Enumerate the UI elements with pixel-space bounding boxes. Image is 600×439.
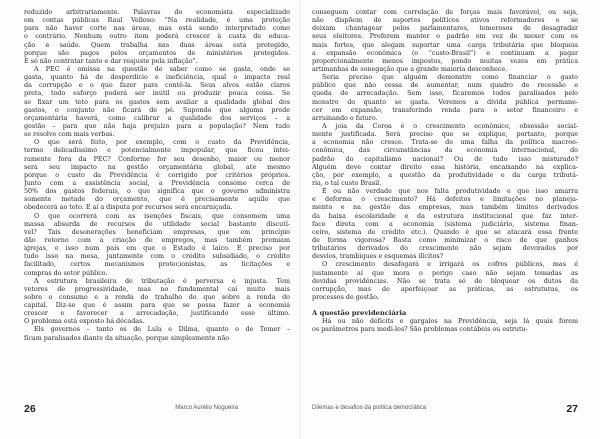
right-footer (312, 403, 578, 415)
text-line: seus eleitores. Preferem manter o padrão em vez de mexer com os (312, 32, 578, 41)
text-line: vetores de progressividade, mas no fundamental cai muito mais (24, 284, 290, 293)
text-line: A estrutura brasileira de tributação é perversa e injusta. Tem (34, 276, 290, 285)
text-line: justamente aí que mora o perigo caso não sejam tomadas as (312, 268, 578, 277)
text-line: conômica, das circunstâncias da economia internacional, do (312, 146, 578, 155)
text-line: ceiro, sistema de crédito etc.). Quando é que se atacará essa frente (312, 227, 578, 236)
right-running-head: Dilemas e desafios da política democrática (312, 405, 427, 411)
text-line: porque o custo da Previdência é corrigido por critérios próprios. (24, 170, 290, 179)
text-line: gastos, o conjunto não ficará de pé. Supondo que alguma prede (24, 105, 290, 114)
text-line: O crescimento desafogará e irrigará os cofres públicos, mas é (322, 260, 578, 269)
text-line: A joia da Coroa é o crescimento econômico, obsessão social- (322, 121, 578, 130)
text-line: É ou não verdade que nos falta produtividade e que isso amarra (322, 187, 578, 196)
text-line: É só não contratar tanto e dar reajuste pela inflação”. (24, 56, 198, 65)
text-line: desvios, trambiques e esquemas ilícitos? (312, 252, 444, 261)
text-line: monstro do quanto se gasta. Veremos a dívida pública permane- (312, 97, 578, 106)
text-line: mais fortes, que alegam suportar uma carga tributária que bloqueia (312, 40, 578, 49)
text-line: ria, o tal custo Brasil. (312, 178, 382, 187)
text-line: O que será feito, por exemplo, com o custo da Previdência, (34, 138, 290, 147)
left-text-column (24, 8, 290, 342)
text-line: público que não cessa de aumentar, num quadro de recessão e (312, 81, 578, 90)
text-line: arruinando o futuro. (312, 113, 378, 122)
text-line: obedecerá ao teto. E aí a disputa por recursos será encarniçada. (24, 203, 233, 212)
text-line: conseguem contar com correlação de forças mais favorável, ou seja, (312, 8, 578, 16)
text-line: corrupção, mas de aperfeiçoar as práticas, as estruturas, os (312, 284, 578, 293)
text-line: termo delicadíssimo e potencialmente impopular, que ficou intei- (24, 146, 290, 155)
right-page (300, 0, 600, 439)
text-line: face direta com a economia (sistema judiciário, sistema finan- (312, 219, 578, 228)
text-line: e deforma o crescimento? Há defeitos e limitações no planeja- (312, 195, 578, 204)
text-line: Seria preciso que alguém demonstre como financiar o gasto (322, 73, 578, 82)
text-line: será seu impacto na gestão orçamentária global, até mesmo (24, 162, 290, 171)
text-line: tudo isso na mesa, juntamente com o crédito subsidiado, o crédito (24, 252, 290, 261)
text-line: preta, todo esforço poderá ser inútil ou produzir pouca coisa. Se (24, 89, 290, 98)
right-text-column (312, 8, 578, 334)
text-line: da corrupção e o que fazer para contê-la. Seus alvos estão claros (24, 81, 290, 90)
left-footer (24, 403, 290, 415)
text-line: ção e saúde. Quem trabalha nas duas áreas está protegido, (24, 40, 290, 49)
text-line: dão retorno com a criação de empregos, mas também premiam (24, 235, 290, 244)
text-line: 50% dos gastos federais, o que significa que o governo administra (24, 187, 290, 196)
text-line: ramente fora da PEC? Conforme for seu desenho, maior ou menor (24, 154, 290, 163)
text-line: reduzido arbitrariamente. Palavras do economista especializado (24, 8, 290, 16)
right-page-number: 27 (566, 403, 578, 415)
text-line: mente justificada. Será preciso que se explique, portanto, porque (312, 130, 578, 139)
text-line: a economia não cresce. Trata-se de uma falha da política macroe- (312, 138, 578, 147)
text-line: tributários derivados do crescimento não sejam devorados por (312, 244, 578, 253)
text-line: proporcionalmente menos impostos, pondo muitas vezes em prática (312, 56, 578, 65)
text-line: queda de arrecadação. Sem isso, ficaremos todos paralisados pelo (312, 89, 578, 98)
text-line: da baixa escolaridade e da estrutura institucional que faz inter- (312, 211, 578, 220)
text-line: se resolve com mais verbas. (24, 130, 115, 139)
text-line: O problema está exposto há décadas. (24, 317, 145, 326)
text-line: crescer e favorecer a arrecadação, justificando esse último. (24, 309, 290, 318)
text-line: gasta, quanto há de desperdício e ineficiência, qual o impacto real (24, 73, 290, 82)
text-line: facilitado, certos mecanismos protecionistas, as licitações e (24, 260, 290, 269)
text-line: massa absurda de recursos de utilidade social bastante discutí- (24, 219, 290, 228)
text-line: cer em expansão, transferindo renda para o setor financeiro e (312, 105, 578, 114)
text-line: em contas públicas Raul Velloso: “Na realidade, é uma proteção (24, 16, 290, 25)
text-line: vel? Tais desonerações beneficiam empresas, que em princípio (24, 227, 290, 236)
text-line: ficam paralisados diante da situação, porque simplesmente não (24, 333, 230, 342)
left-running-head: Marco Aurélio Nogueira (175, 405, 238, 411)
text-line: Els governos – tanto os de Lula e Dilma, quanto o de Temer – (34, 325, 290, 334)
text-line: de forma vigorosa? Basta como minimizar o risco de que ganhos (312, 235, 578, 244)
text-line: se fixar um teto para os gastos sem avaliar a qualidade global dos (24, 97, 290, 106)
text-line: Há ou não déficits e gargalos na Previdência, seja lá quais forem (322, 317, 578, 326)
text-line: O que ocorrerá com as isenções fiscais, que consomem uma (34, 211, 290, 220)
left-page-number: 26 (24, 403, 36, 415)
text-line: artimanhas de sonegação que a grande maioria desconhece. (312, 64, 508, 73)
text-line (312, 301, 578, 309)
text-line: os parâmetros para medi-los? São problemas contábeis ou estrutu- (312, 325, 528, 334)
text-line: o contrário. Nenhum outro item poderá crescer à custa de educa- (24, 32, 290, 41)
text-line: mento e na gestão das empresas, mas também limites derivados (312, 203, 578, 212)
section-heading: A questão previdenciária (312, 309, 407, 318)
text-line: orçamentária haverá, como calibrar a qualidade dos serviços – a (24, 113, 290, 122)
text-line: padrão do capitalismo nacional? Ou de tudo isso misturado? (312, 154, 578, 163)
text-line: devidas providências. Não se trata só de bloquear os dutos da (312, 276, 578, 285)
text-line: somente metade do orçamento, que é precisamente aquilo que (24, 195, 290, 204)
text-line: não dispõem de suportes políticos ativos reformadores e se (312, 16, 578, 25)
text-line: gestão – para que não haja prejuízo para a população? Nem tudo (24, 121, 290, 130)
text-line: processos de gestão. (312, 292, 379, 301)
text-line: Alguém deve contar direito essa história, encaixando na explica- (312, 162, 578, 171)
text-line: igrejas, e isso num país em que o Estado é laico. E preciso por (24, 244, 290, 253)
text-line: Junto com a assistência social, a Previdência consome cerca de (24, 178, 290, 187)
text-line: A PEC é omissa na questão de saber como se gasta, onde se (34, 64, 290, 73)
text-line: deixam chantagear pelos parlamentares, temerosos de desagradar (312, 24, 578, 33)
text-line: sobre o consumo e a renda do trabalho do que sobre a renda do (24, 292, 290, 301)
text-line: compras do setor público. (24, 268, 108, 277)
text-line: ção, por exemplo, a questão da produtividade e da carga tributá- (312, 170, 578, 179)
text-line: para não haver corte nas áreas, mas está sendo interpretado como (24, 24, 290, 33)
text-line: porque são pagos pelos orçamentos de ministérios protegidos. (24, 48, 290, 57)
text-line: capital. Diz-se que é assim para que se possa fazer a economia (24, 301, 290, 310)
text-line: a expansão econômica (o “custo-Brasil”) e continuam a pagar (312, 48, 578, 57)
